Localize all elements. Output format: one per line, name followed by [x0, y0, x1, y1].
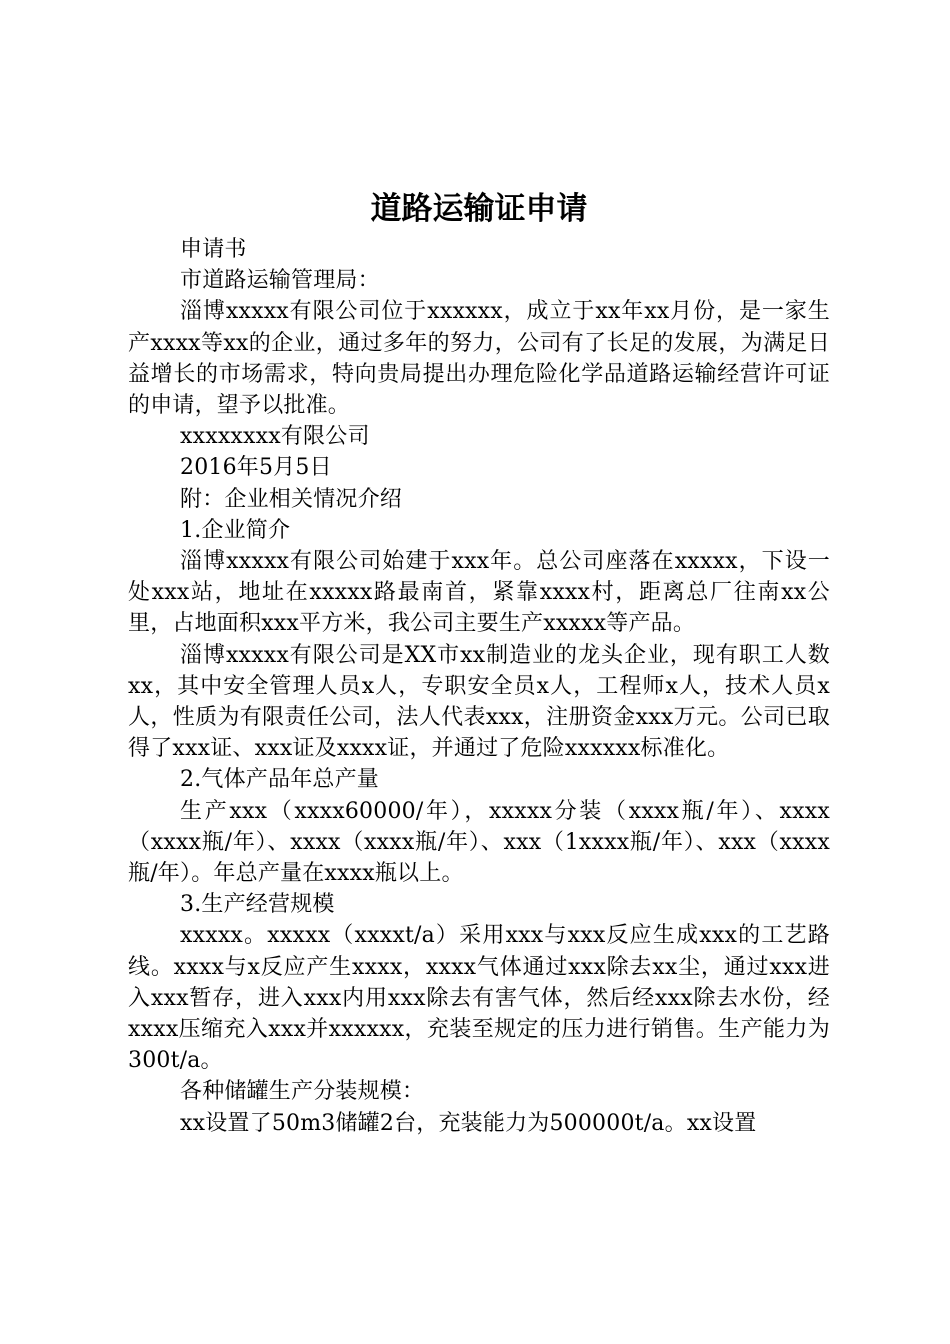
- doc-heading-application: 申请书: [180, 237, 247, 262]
- doc-signature-company: xxxxxxxx有限公司: [180, 424, 370, 450]
- doc-paragraph-output: 生产xxx（xxxx60000/年），xxxxx分装（xxxx瓶/年）、xxxx（xxxx瓶/年）、xxxx（xxxx瓶/年）、xxx（1xxxx瓶/年）、xxx（xxxx瓶/年）。年总产量在xxxx瓶以上。: [128, 798, 830, 887]
- doc-paragraph-request: 淄博xxxxx有限公司位于xxxxxx，成立于xx年xx月份，是一家生产xxxx等xx的企业，通过多年的努力，公司有了长足的发展，为满足日益增长的市场需求，特向贵局提出办理危险化学品道路运输经营许可证的申请，望予以批准。: [128, 299, 830, 419]
- doc-section-heading-1: 1.企业简介: [180, 517, 291, 543]
- doc-paragraph-intro-1: 淄博xxxxx有限公司始建于xxx年。总公司座落在xxxxx，下设一处xxx站，地址在xxxxx路最南首，紧靠xxxx村，距离总厂往南xx公里，占地面积xxx平方米，我公司主要生产xxxxx等产品。: [128, 549, 830, 637]
- document-title: 道路运输证申请: [370, 191, 588, 227]
- doc-section-heading-2: 2.气体产品年总产量: [180, 767, 379, 793]
- doc-attachment-heading: 附：企业相关情况介绍: [180, 486, 403, 512]
- document-page: [128, 186, 830, 1139]
- doc-section-heading-3: 3.生产经营规模: [180, 892, 335, 918]
- doc-signature-date: 2016年5月5日: [180, 455, 332, 481]
- doc-paragraph-tanks: xx设置了50m3储罐2台，充装能力为500000t/a。xx设置: [180, 1110, 757, 1136]
- doc-paragraph-scale: xxxxx。xxxxx（xxxxt/a）采用xxx与xxx反应生成xxx的工艺路线。xxxx与x反应产生xxxx，xxxx气体通过xxx除去xx尘，通过xxx进入xxx暂存，进入xxx内用xxx除去有害气体，然后经xxx除去水份，经xxxx压缩充入xxx并xxxxxx，充装至规定的压力进行销售。生产能力为300t/a。: [128, 923, 830, 1074]
- doc-paragraph-intro-2: 淄博xxxxx有限公司是XX市xx制造业的龙头企业，现有职工人数xx，其中安全管理人员x人，专职安全员x人，工程师x人，技术人员x人，性质为有限责任公司，法人代表xxx，注册资金xxx万元。公司已取得了xxx证、xxx证及xxxx证，并通过了危险xxxxxx标准化。: [128, 642, 830, 762]
- doc-subheading-tanks: 各种储罐生产分装规模：: [180, 1079, 425, 1105]
- doc-addressee: 市道路运输管理局：: [180, 268, 380, 294]
